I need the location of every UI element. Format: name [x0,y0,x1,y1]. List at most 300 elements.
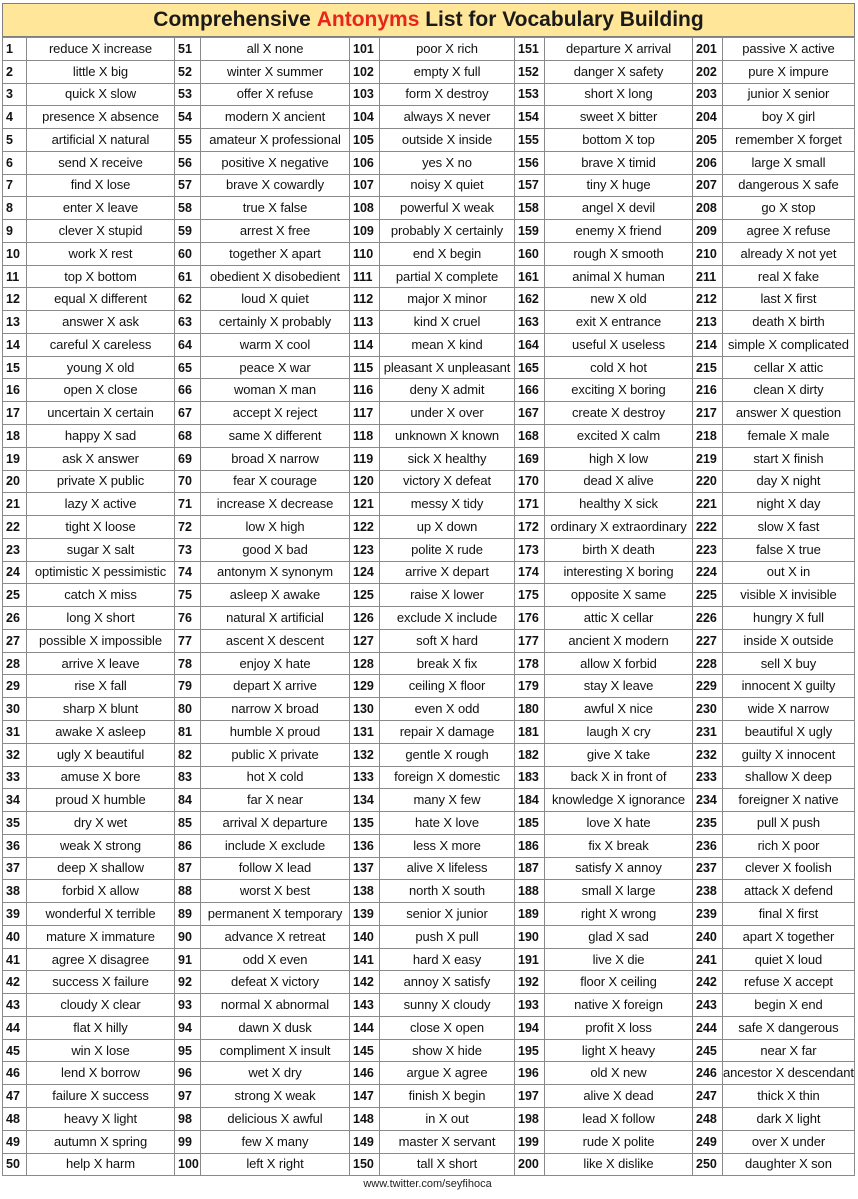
row-number: 38 [3,880,27,903]
antonym-pair: public X private [201,743,350,766]
antonym-pair: innocent X guilty [723,675,855,698]
row-number: 41 [3,948,27,971]
row-number: 58 [175,197,201,220]
antonym-pair: hate X love [380,812,515,835]
row-number: 60 [175,242,201,265]
antonym-pair: ascent X descent [201,629,350,652]
antonym-pair: even X odd [380,698,515,721]
antonym-pair: repair X damage [380,720,515,743]
antonym-pair: possible X impossible [27,629,175,652]
row-number: 145 [350,1039,380,1062]
row-number: 119 [350,447,380,470]
antonym-pair: attack X defend [723,880,855,903]
row-number: 215 [693,356,723,379]
row-number: 170 [515,470,545,493]
antonym-pair: wet X dry [201,1062,350,1085]
antonym-pair: final X first [723,903,855,926]
table-row [3,1016,855,1039]
antonym-pair: exclude X include [380,607,515,630]
row-number: 55 [175,129,201,152]
antonym-pair: awake X asleep [27,720,175,743]
antonym-pair: forbid X allow [27,880,175,903]
table-row [3,174,855,197]
row-number: 103 [350,83,380,106]
row-number: 101 [350,38,380,61]
table-row [3,857,855,880]
row-number: 59 [175,220,201,243]
antonym-pair: near X far [723,1039,855,1062]
table-row [3,220,855,243]
antonym-pair: defeat X victory [201,971,350,994]
antonym-pair: give X take [545,743,693,766]
row-number: 175 [515,584,545,607]
antonym-pair: broad X narrow [201,447,350,470]
antonym-pair: clever X stupid [27,220,175,243]
row-number: 172 [515,516,545,539]
row-number: 189 [515,903,545,926]
antonym-pair: true X false [201,197,350,220]
row-number: 190 [515,925,545,948]
antonym-pair: ordinary X extraordinary [545,516,693,539]
table-row [3,242,855,265]
antonym-pair: daughter X son [723,1153,855,1176]
row-number: 181 [515,720,545,743]
row-number: 27 [3,629,27,652]
table-row [3,197,855,220]
row-number: 146 [350,1062,380,1085]
row-number: 122 [350,516,380,539]
antonym-pair: real X fake [723,265,855,288]
antonym-pair: powerful X weak [380,197,515,220]
table-row [3,38,855,61]
antonym-pair: long X short [27,607,175,630]
row-number: 192 [515,971,545,994]
antonym-pair: simple X complicated [723,333,855,356]
antonym-pair: stay X leave [545,675,693,698]
antonym-pair: back X in front of [545,766,693,789]
antonym-pair: natural X artificial [201,607,350,630]
row-number: 54 [175,106,201,129]
row-number: 200 [515,1153,545,1176]
antonym-pair: unknown X known [380,425,515,448]
row-number: 51 [175,38,201,61]
antonym-pair: compliment X insult [201,1039,350,1062]
antonym-pair: excited X calm [545,425,693,448]
row-number: 70 [175,470,201,493]
row-number: 204 [693,106,723,129]
antonym-pair: lead X follow [545,1107,693,1130]
row-number: 203 [693,83,723,106]
row-number: 162 [515,288,545,311]
antonym-pair: arrest X free [201,220,350,243]
antonym-pair: optimistic X pessimistic [27,561,175,584]
row-number: 176 [515,607,545,630]
table-row [3,948,855,971]
antonym-pair: bottom X top [545,129,693,152]
row-number: 68 [175,425,201,448]
antonym-pair: woman X man [201,379,350,402]
row-number: 21 [3,493,27,516]
antonym-pair: day X night [723,470,855,493]
table-row [3,971,855,994]
row-number: 213 [693,311,723,334]
row-number: 148 [350,1107,380,1130]
antonym-pair: inside X outside [723,629,855,652]
antonym-pair: native X foreign [545,994,693,1017]
row-number: 147 [350,1085,380,1108]
antonym-pair: less X more [380,834,515,857]
antonym-pair: exit X entrance [545,311,693,334]
row-number: 17 [3,402,27,425]
antonym-pair: high X low [545,447,693,470]
row-number: 242 [693,971,723,994]
antonym-pair: few X many [201,1130,350,1153]
antonym-pair: ugly X beautiful [27,743,175,766]
row-number: 199 [515,1130,545,1153]
row-number: 110 [350,242,380,265]
row-number: 88 [175,880,201,903]
row-number: 96 [175,1062,201,1085]
row-number: 218 [693,425,723,448]
row-number: 237 [693,857,723,880]
antonym-pair: wide X narrow [723,698,855,721]
row-number: 69 [175,447,201,470]
row-number: 209 [693,220,723,243]
antonym-pair: normal X abnormal [201,994,350,1017]
antonym-pair: under X over [380,402,515,425]
row-number: 43 [3,994,27,1017]
row-number: 196 [515,1062,545,1085]
row-number: 12 [3,288,27,311]
row-number: 226 [693,607,723,630]
row-number: 230 [693,698,723,721]
antonym-pair: failure X success [27,1085,175,1108]
row-number: 173 [515,538,545,561]
antonym-pair: agree X disagree [27,948,175,971]
row-number: 81 [175,720,201,743]
antonym-pair: mean X kind [380,333,515,356]
table-row [3,333,855,356]
row-number: 137 [350,857,380,880]
row-number: 22 [3,516,27,539]
antonym-pair: lazy X active [27,493,175,516]
row-number: 124 [350,561,380,584]
table-row [3,402,855,425]
antonym-pair: sugar X salt [27,538,175,561]
row-number: 42 [3,971,27,994]
antonym-pair: last X first [723,288,855,311]
antonym-pair: success X failure [27,971,175,994]
antonym-pair: same X different [201,425,350,448]
row-number: 241 [693,948,723,971]
antonym-pair: presence X absence [27,106,175,129]
row-number: 13 [3,311,27,334]
antonym-pair: sweet X bitter [545,106,693,129]
row-number: 80 [175,698,201,721]
table-row [3,470,855,493]
table-row [3,425,855,448]
footer-credit: www.twitter.com/seyfihoca [363,1178,492,1190]
table-row [3,698,855,721]
antonym-pair: large X small [723,151,855,174]
antonym-pair: junior X senior [723,83,855,106]
row-number: 26 [3,607,27,630]
row-number: 131 [350,720,380,743]
row-number: 223 [693,538,723,561]
row-number: 109 [350,220,380,243]
row-number: 89 [175,903,201,926]
row-number: 61 [175,265,201,288]
antonym-pair: laugh X cry [545,720,693,743]
antonym-pair: enter X leave [27,197,175,220]
row-number: 31 [3,720,27,743]
antonym-pair: brave X timid [545,151,693,174]
antonym-pair: loud X quiet [201,288,350,311]
row-number: 184 [515,789,545,812]
antonym-pair: tiny X huge [545,174,693,197]
antonym-pair: proud X humble [27,789,175,812]
row-number: 129 [350,675,380,698]
row-number: 5 [3,129,27,152]
row-number: 7 [3,174,27,197]
row-number: 128 [350,652,380,675]
antonym-pair: peace X war [201,356,350,379]
row-number: 86 [175,834,201,857]
row-number: 82 [175,743,201,766]
table-row [3,1130,855,1153]
antonym-pair: work X rest [27,242,175,265]
antonym-pair: pull X push [723,812,855,835]
row-number: 52 [175,60,201,83]
antonym-pair: certainly X probably [201,311,350,334]
antonym-pair: show X hide [380,1039,515,1062]
row-number: 144 [350,1016,380,1039]
table-row [3,83,855,106]
row-number: 95 [175,1039,201,1062]
row-number: 228 [693,652,723,675]
table-row [3,379,855,402]
antonym-pair: young X old [27,356,175,379]
row-number: 211 [693,265,723,288]
table-row [3,516,855,539]
table-row [3,994,855,1017]
antonym-pair: hungry X full [723,607,855,630]
antonym-pair: sell X buy [723,652,855,675]
row-number: 239 [693,903,723,926]
row-number: 159 [515,220,545,243]
row-number: 53 [175,83,201,106]
row-number: 45 [3,1039,27,1062]
antonym-pair: allow X forbid [545,652,693,675]
row-number: 177 [515,629,545,652]
row-number: 78 [175,652,201,675]
antonym-pair: boy X girl [723,106,855,129]
antonym-pair: up X down [380,516,515,539]
row-number: 214 [693,333,723,356]
antonym-pair: female X male [723,425,855,448]
antonym-pair: offer X refuse [201,83,350,106]
antonym-pair: uncertain X certain [27,402,175,425]
row-number: 224 [693,561,723,584]
antonym-pair: thick X thin [723,1085,855,1108]
row-number: 217 [693,402,723,425]
table-row [3,1153,855,1176]
row-number: 76 [175,607,201,630]
row-number: 125 [350,584,380,607]
antonym-pair: dangerous X safe [723,174,855,197]
row-number: 92 [175,971,201,994]
row-number: 207 [693,174,723,197]
antonym-pair: noisy X quiet [380,174,515,197]
row-number: 94 [175,1016,201,1039]
antonym-pair: worst X best [201,880,350,903]
antonym-pair: send X receive [27,151,175,174]
row-number: 153 [515,83,545,106]
row-number: 245 [693,1039,723,1062]
row-number: 222 [693,516,723,539]
antonym-pair: poor X rich [380,38,515,61]
row-number: 188 [515,880,545,903]
row-number: 8 [3,197,27,220]
row-number: 185 [515,812,545,835]
row-number: 3 [3,83,27,106]
row-number: 227 [693,629,723,652]
row-number: 157 [515,174,545,197]
table-row [3,675,855,698]
row-number: 186 [515,834,545,857]
row-number: 118 [350,425,380,448]
row-number: 6 [3,151,27,174]
antonym-pair: positive X negative [201,151,350,174]
antonym-pair: rough X smooth [545,242,693,265]
antonym-pair: artificial X natural [27,129,175,152]
row-number: 243 [693,994,723,1017]
row-number: 66 [175,379,201,402]
antonym-pair: night X day [723,493,855,516]
antonym-pair: warm X cool [201,333,350,356]
antonym-pair: yes X no [380,151,515,174]
antonym-pair: partial X complete [380,265,515,288]
antonym-pair: clean X dirty [723,379,855,402]
antonym-pair: danger X safety [545,60,693,83]
row-number: 39 [3,903,27,926]
row-number: 229 [693,675,723,698]
antonym-pair: deny X admit [380,379,515,402]
row-number: 168 [515,425,545,448]
row-number: 25 [3,584,27,607]
antonym-pair: rise X fall [27,675,175,698]
row-number: 4 [3,106,27,129]
antonym-pair: little X big [27,60,175,83]
table-row [3,1039,855,1062]
row-number: 85 [175,812,201,835]
antonym-pair: birth X death [545,538,693,561]
antonym-pair: empty X full [380,60,515,83]
row-number: 149 [350,1130,380,1153]
antonym-pair: dry X wet [27,812,175,835]
antonym-pair: sunny X cloudy [380,994,515,1017]
sheet-title [2,3,855,37]
antonym-pair: increase X decrease [201,493,350,516]
row-number: 164 [515,333,545,356]
antonym-pair: outside X inside [380,129,515,152]
antonym-pair: light X heavy [545,1039,693,1062]
antonym-pair: slow X fast [723,516,855,539]
antonym-pair: victory X defeat [380,470,515,493]
antonym-pair: new X old [545,288,693,311]
table-row [3,356,855,379]
antonym-pair: begin X end [723,994,855,1017]
antonym-pair: passive X active [723,38,855,61]
row-number: 93 [175,994,201,1017]
antonym-pair: odd X even [201,948,350,971]
row-number: 187 [515,857,545,880]
row-number: 48 [3,1107,27,1130]
antonym-pair: enjoy X hate [201,652,350,675]
row-number: 106 [350,151,380,174]
antonym-pair: false X true [723,538,855,561]
antonym-pair: advance X retreat [201,925,350,948]
table-row [3,903,855,926]
row-number: 191 [515,948,545,971]
row-number: 99 [175,1130,201,1153]
row-number: 151 [515,38,545,61]
row-number: 193 [515,994,545,1017]
antonym-pair: win X lose [27,1039,175,1062]
table-row [3,834,855,857]
row-number: 37 [3,857,27,880]
antonym-pair: far X near [201,789,350,812]
antonym-pair: humble X proud [201,720,350,743]
table-row [3,812,855,835]
antonym-pair: messy X tidy [380,493,515,516]
antonym-pair: short X long [545,83,693,106]
table-row [3,151,855,174]
antonym-pair: heavy X light [27,1107,175,1130]
antonym-pair: master X servant [380,1130,515,1153]
row-number: 40 [3,925,27,948]
row-number: 140 [350,925,380,948]
row-number: 47 [3,1085,27,1108]
antonym-pair: ancient X modern [545,629,693,652]
row-number: 65 [175,356,201,379]
row-number: 56 [175,151,201,174]
row-number: 29 [3,675,27,698]
table-row [3,629,855,652]
row-number: 44 [3,1016,27,1039]
row-number: 135 [350,812,380,835]
antonym-pair: annoy X satisfy [380,971,515,994]
title-suffix: List for Vocabulary Building [425,8,704,31]
antonym-pair: delicious X awful [201,1107,350,1130]
table-row [3,561,855,584]
row-number: 75 [175,584,201,607]
row-number: 83 [175,766,201,789]
row-number: 50 [3,1153,27,1176]
row-number: 249 [693,1130,723,1153]
antonym-pair: mature X immature [27,925,175,948]
antonym-pair: refuse X accept [723,971,855,994]
antonym-pair: clever X foolish [723,857,855,880]
row-number: 138 [350,880,380,903]
row-number: 87 [175,857,201,880]
antonym-pair: exciting X boring [545,379,693,402]
row-number: 150 [350,1153,380,1176]
antonym-pair: arrive X leave [27,652,175,675]
row-number: 64 [175,333,201,356]
antonym-pair: north X south [380,880,515,903]
table-row [3,60,855,83]
